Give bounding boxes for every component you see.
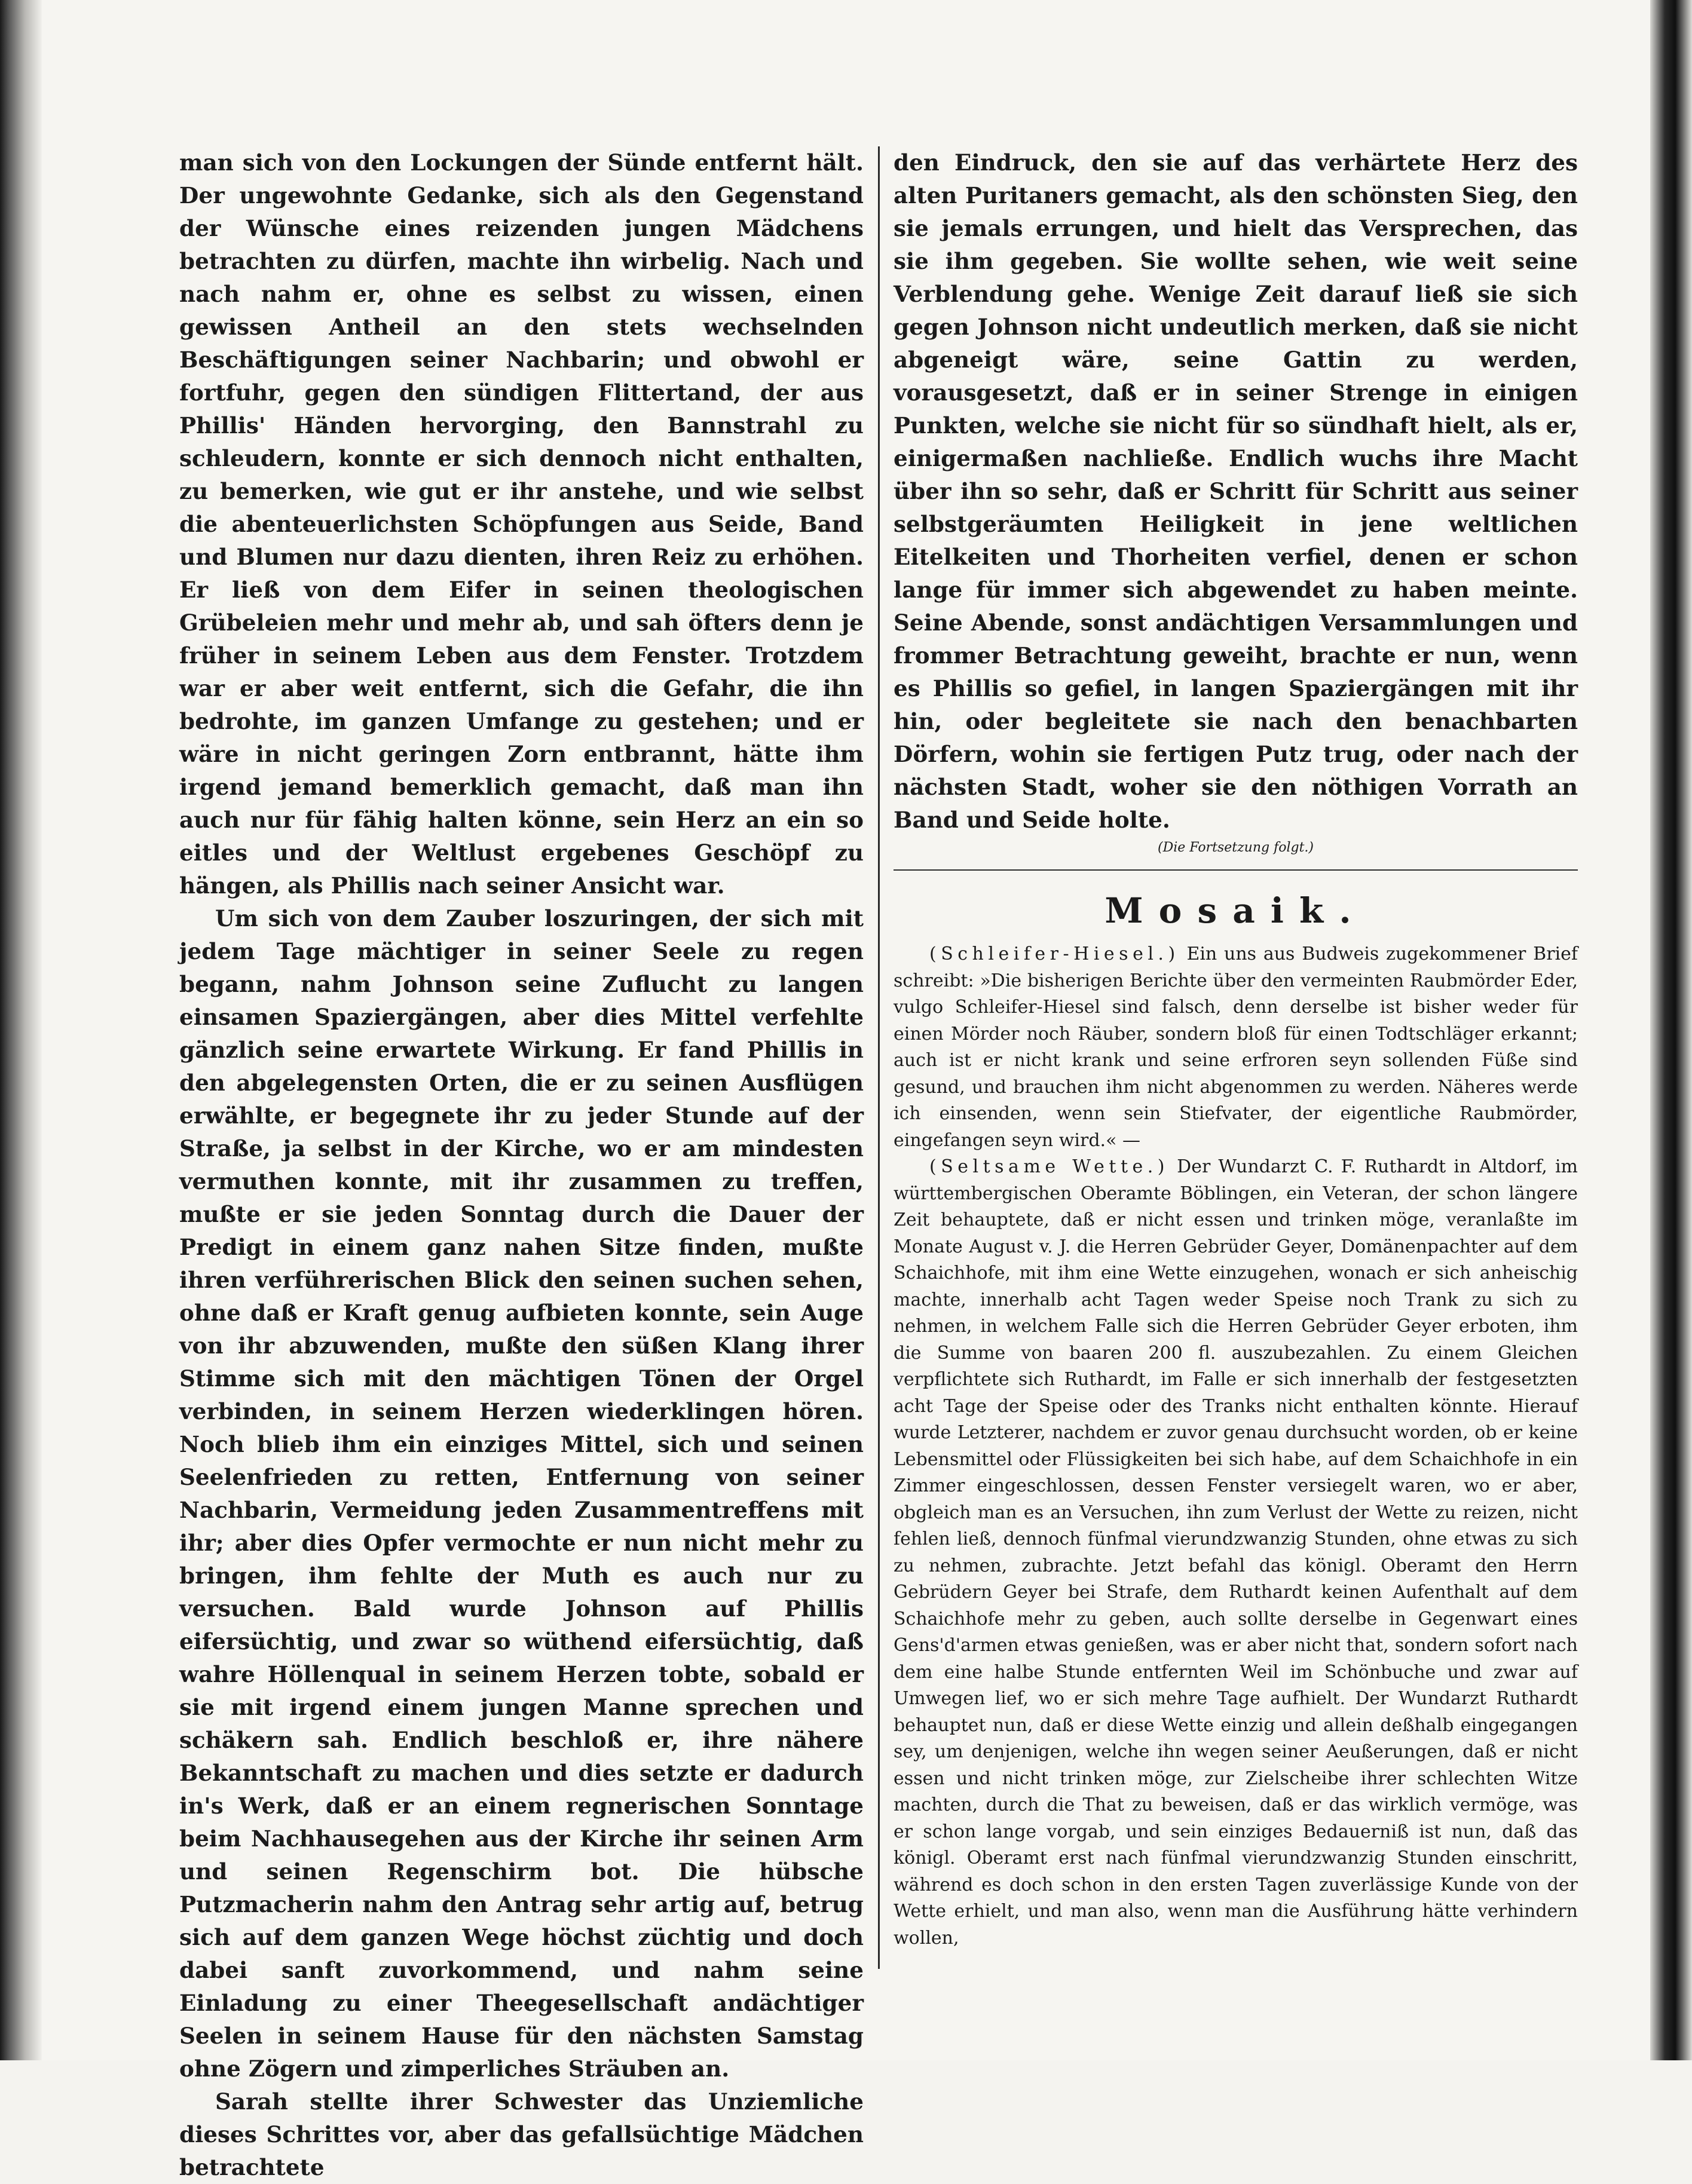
- news-item-1: [894, 941, 1578, 1154]
- news-heading-1: (Schleifer-Hiesel.): [929, 944, 1180, 964]
- left-column: [179, 146, 864, 2180]
- news-text-1: Ein uns aus Budweis zugekommener Brief schreibt: »Die bisherigen Berichte über den vermeinten Raubmörder Eder, vulgo Schleifer-Hiesel sind falsch, denn derselbe ist bisher weder für einen Mörder noch Räuber, sondern bloß für einen Todtschläger erkannt; auch ist er nicht krank und seine erfroren seyn sollenden Füße sind gesund, und brauchen ihm nicht abgenommen zu werden. Näheres werde ich einsenden, wenn sein Stiefvater, der eigentliche Raubmörder, eingefangen seyn wird.« —: [894, 944, 1578, 1151]
- paragraph-3: Sarah stellte ihrer Schwester das Unziemliche dieses Schrittes vor, aber das gefallsüchtige Mädchen betrachtete: [179, 2088, 864, 2180]
- scan-edge-left: [0, 0, 42, 2060]
- scan-edge-right: [1650, 0, 1692, 2060]
- paragraph-2: Um sich von dem Zauber loszuringen, der sich mit jedem Tage mächtiger in seiner Seele zu regen begann, nahm Johnson seine Zuflucht zu langen einsamen Spaziergängen, aber dies Mittel verfehlte gänzlich seine erwartete Wirkung. Er fand Phillis in den abgelegensten Orten, die er zu seinen Ausflügen erwählte, er begegnete ihr zu jeder Stunde auf der Straße, ja selbst in der Kirche, wo er am mindesten vermuthen konnte, mit ihr zusammen zu treffen, mußte er sie jeden Sonntag durch die Dauer der Predigt in einem ganz nahen Sitze finden, mußte ihren verführerischen Blick den seinen suchen sehen, ohne daß er Kraft genug aufbieten konnte, sein Auge von ihr abzuwenden, mußte den süßen Klang ihrer Stimme sich mit den mächtigen Tönen der Orgel verbinden, in seinem Herzen wiederklingen hören. Noch blieb ihm ein einziges Mittel, sich und seinen Seelenfrieden zu retten, Entfernung von seiner Nachbarin, Vermeidung jeden Zusammentreffens mit ihr; aber dies Opfer vermochte er nun nicht mehr zu bringen, ihm fehlte der Muth es auch nur zu versuchen. Bald wurde Johnson auf Phillis eifersüchtig, und zwar so wüthend eifersüchtig, daß wahre Höllenqual in seinem Herzen tobte, sobald er sie mit irgend einem jungen Manne sprechen und schäkern sah. Endlich beschloß er, ihre nähere Bekanntschaft zu machen und dies setzte er dadurch in's Werk, daß er an einem regnerischen Sonntage beim Nachhausegehen aus der Kirche ihr seinen Arm und seinen Regenschirm bot. Die hübsche Putzmacherin nahm den Antrag sehr artig auf, betrug sich auf dem ganzen Wege höchst züchtig und doch dabei sanft zuvorkommend, und nahm seine Einladung zu einer Theegesellschaft andächtiger Seelen in seinem Hause für den nächsten Samstag ohne Zögern und zimperliches Sträuben an.: [179, 905, 864, 2082]
- news-text-2: Der Wundarzt C. F. Ruthardt in Altdorf, im württembergischen Oberamte Böblingen, ein Veteran, der schon längere Zeit behauptete, daß er nicht essen und trinken möge, veranlaßte im Monate August v. J. die Herren Gebrüder Geyer, Domänenpachter auf dem Schaichhofe, mit ihm eine Wette einzugehen, wonach er sich anheischig machte, innerhalb acht Tagen weder Speise noch Trank zu sich zu nehmen, in welchem Falle sich die Herren Gebrüder Geyer erboten, ihm die Summe von baaren 200 fl. auszubezahlen. Zu einem Gleichen verpflichtete sich Ruthardt, im Falle er sich innerhalb der festgesetzten acht Tage der Speise oder des Tranks nicht enthalten könnte. Hierauf wurde Letzterer, nachdem er zuvor genau durchsucht worden, ob er keine Lebensmittel oder Flüssigkeiten bei sich habe, auf dem Schaichhofe in ein Zimmer eingeschlossen, dessen Fenster versiegelt waren, wo er aber, obgleich man es an Versuchen, ihn zum Verlust der Wette zu reizen, nicht fehlen ließ, dennoch fünfmal vierundzwanzig Stunden, ohne etwas zu sich zu nehmen, zubrachte. Jetzt befahl das königl. Oberamt den Herrn Gebrüdern Geyer bei Strafe, dem Ruthardt keinen Aufenthalt auf dem Schaichhofe mehr zu geben, auch sollte derselbe in Gegenwart eines Gens'd'armen etwas genießen, was er aber nicht that, sondern sofort nach dem eine halbe Stunde entfernten Weil im Schönbuche und zwar auf Umwegen lief, wo er sich mehre Tage aufhielt. Der Wundarzt Ruthardt behauptet nun, daß er diese Wette einzig und allein deßhalb eingegangen sey, um denjenigen, welche ihn wegen seiner Aeußerungen, daß er nicht essen und nicht trinken möge, zur Zielscheibe ihrer schlechten Witze machten, durch die That zu beweisen, daß er das wirklich vermöge, was er schon lange vorgab, und sein einziges Bedauerniß ist nun, daß das königl. Oberamt erst nach fünfmal vierundzwanzig Stunden einschritt, während es doch schon in den ersten Tagen zuverlässige Kunde von der Wette erhielt, und man also, wenn man die Ausführung hätte verhindern wollen,: [894, 1156, 1578, 1949]
- paragraph-1: man sich von den Lockungen der Sünde entfernt hält. Der ungewohnte Gedanke, sich als den Gegenstand der Wünsche eines reizenden jungen Mädchens betrachten zu dürfen, machte ihn wirbelig. Nach und nach nahm er, ohne es selbst zu wissen, einen gewissen Antheil an den stets wechselnden Beschäftigungen seiner Nachbarin; und obwohl er fortfuhr, gegen den sündigen Flittertand, der aus Phillis' Händen hervorging, den Bannstrahl zu schleudern, konnte er sich dennoch nicht enthalten, zu bemerken, wie gut er ihr anstehe, und wie selbst die abenteuerlichsten Schöpfungen aus Seide, Band und Blumen nur dazu dienten, ihren Reiz zu erhöhen. Er ließ von dem Eifer in seinen theologischen Grübeleien mehr und mehr ab, und sah öfters denn je früher in seinem Leben aus dem Fenster. Trotzdem war er aber weit entfernt, sich die Gefahr, die ihn bedrohte, im ganzen Umfange zu gestehen; und er wäre in nicht geringen Zorn entbrannt, hätte ihm irgend jemand bemerklich gemacht, daß man ihn auch nur für fähig halten könne, sein Herz an ein so eitles und der Weltlust ergebenes Geschöpf zu hängen, als Phillis nach seiner Ansicht war.: [179, 149, 864, 899]
- continued-note: (Die Fortsetzung folgt.): [1157, 840, 1314, 855]
- news-heading-2: (Seltsame Wette.): [929, 1156, 1170, 1177]
- story-continuation: den Eindruck, den sie auf das verhärtete Herz des alten Puritaners gemacht, als den schönsten Sieg, den sie jemals errungen, und hielt das Versprechen, das sie ihm gegeben. Sie wollte sehen, wie weit seine Verblendung gehe. Wenige Zeit darauf ließ sie sich gegen Johnson nicht undeutlich merken, daß sie nicht abgeneigt wäre, seine Gattin zu werden, vorausgesetzt, daß er in seiner Strenge in einigen Punkten, welche sie nicht für so sündhaft hielt, als er, einigermaßen nachließe. Endlich wuchs ihre Macht über ihn so sehr, daß er Schritt für Schritt aus seiner selbstgeräumten Heiligkeit in jene weltlichen Eitelkeiten und Thorheiten verfiel, denen er schon lange für immer sich abgewendet zu haben meinte. Seine Abende, sonst andächtigen Versammlungen und frommer Betrachtung geweiht, brachte er nun, wenn es Phillis so gefiel, in langen Spaziergängen mit ihr hin, oder begleitete sie nach den benachbarten Dörfern, wohin sie fertigen Putz trug, oder nach der nächsten Stadt, woher sie den nöthigen Vorrath an Band und Seide holte.: [894, 149, 1578, 833]
- right-column: [894, 146, 1578, 1949]
- news-item-2: [894, 1154, 1578, 1952]
- column-divider: [878, 146, 880, 1969]
- section-title: Mosaik.: [1104, 890, 1367, 931]
